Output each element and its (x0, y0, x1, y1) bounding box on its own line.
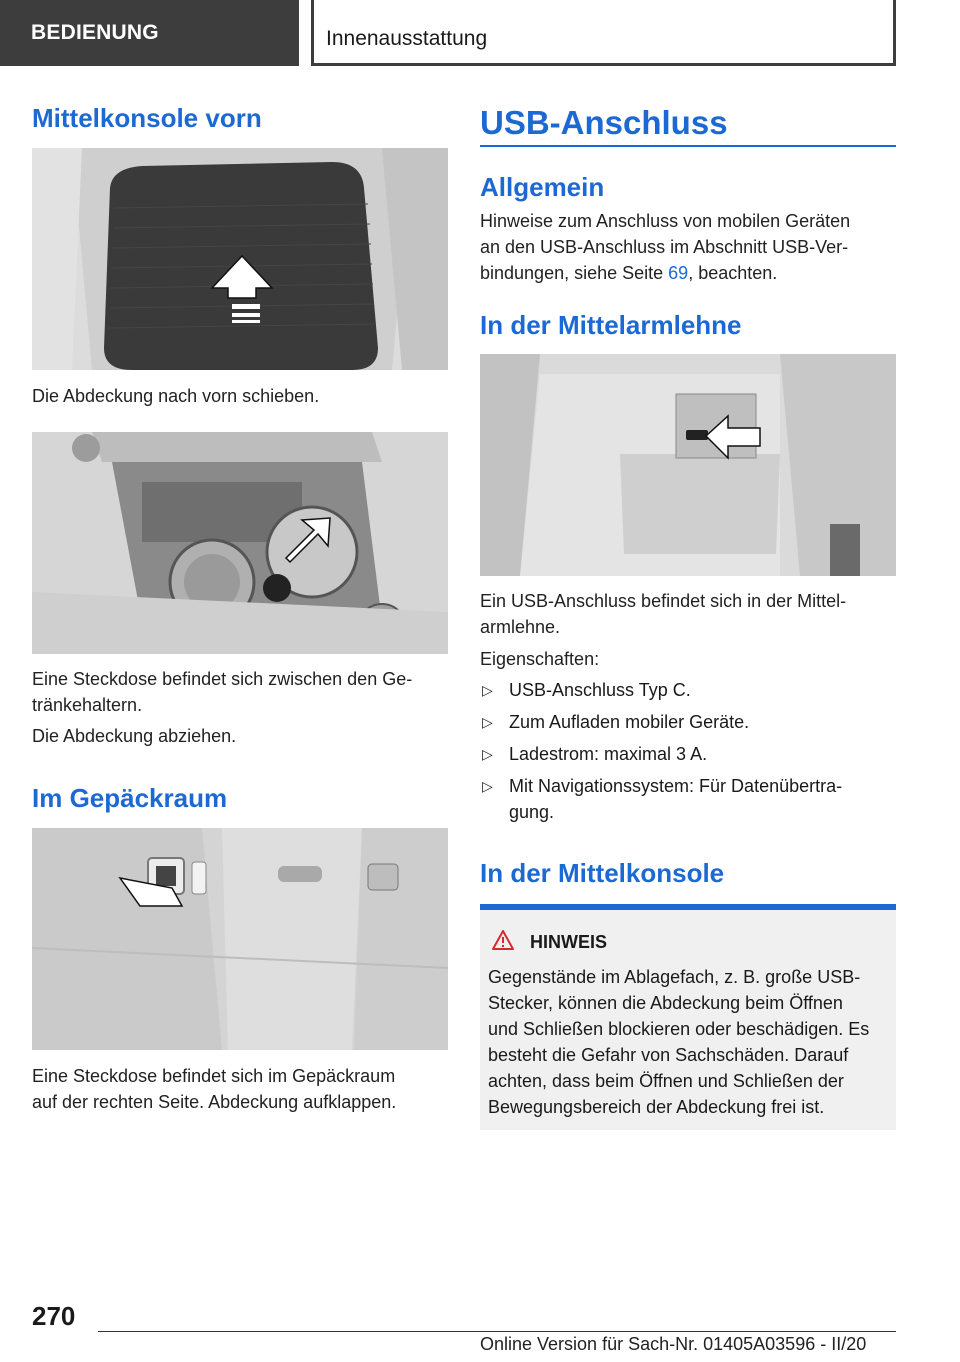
header-chapter (311, 0, 896, 66)
note-header (488, 930, 607, 955)
bullet-text-line-1: Mit Navigationssystem: Für Datenübertra- (509, 776, 843, 796)
photo-socket-cupholders (32, 432, 448, 654)
page-number: 270 (32, 1301, 76, 1331)
caption-socket-line-2: tränkehaltern. (32, 695, 143, 715)
armrest-usb-illustration (480, 354, 896, 576)
caption-trunk-line-1: Eine Steckdose befindet sich im Gepäckraum (32, 1066, 396, 1086)
caption-socket-between-cupholders (32, 666, 448, 718)
heading-in-der-mittelarmlehne: In der Mittelarmlehne (480, 310, 742, 340)
cupholder-socket-illustration (32, 432, 448, 654)
heading-in-der-mittelkonsole: In der Mittelkonsole (480, 858, 725, 888)
armrest-line-1: Ein USB-Anschluss befindet sich in der Mittel- (480, 591, 847, 611)
photo-trunk-socket (32, 828, 448, 1050)
header-section-label: BEDIENUNG (31, 21, 159, 44)
note-line-6: Bewegungsbereich der Abdeckung frei ist. (488, 1097, 825, 1117)
footer-online-version: Online Version für Sach-Nr. 01405A03596 - II/20 (480, 1334, 867, 1354)
warning-triangle-icon (492, 930, 514, 955)
trunk-socket-illustration (32, 828, 448, 1050)
caption-socket-line-1: Eine Steckdose befindet sich zwischen den Ge- (32, 669, 413, 689)
triangle-bullet-icon: ▷ (482, 682, 493, 698)
caption-pull-off-cover: Die Abdeckung abziehen. (32, 726, 237, 746)
bullet-text-line-2: gung. (509, 802, 555, 822)
armrest-paragraph (480, 588, 896, 640)
list-item (480, 741, 896, 767)
header-chapter-label: Innenausstattung (326, 27, 488, 50)
heading-allgemein: Allgemein (480, 172, 605, 202)
properties-list (480, 677, 896, 831)
general-paragraph (480, 208, 896, 286)
header-section (0, 0, 299, 66)
console-cover-illustration (32, 148, 448, 370)
note-line-4: besteht die Gefahr von Sachschäden. Darauf (488, 1045, 849, 1065)
title-usb-anschluss: USB-Anschluss (480, 104, 728, 141)
page-link-69[interactable]: 69 (668, 263, 689, 283)
caption-trunk-line-2: auf der rechten Seite. Abdeckung aufklappen. (32, 1092, 397, 1112)
general-line-1: Hinweise zum Anschluss von mobilen Geräten (480, 211, 851, 231)
note-text (488, 964, 890, 1120)
note-line-2: Stecker, können die Abdeckung beim Öffnen (488, 993, 843, 1013)
general-line-3-post: , beachten. (688, 263, 778, 283)
list-item (480, 773, 896, 825)
footer-rule (98, 1331, 896, 1332)
triangle-bullet-icon: ▷ (482, 714, 493, 730)
note-line-5: achten, dass beim Öffnen und Schließen der (488, 1071, 844, 1091)
list-item (480, 677, 896, 703)
properties-label: Eigenschaften: (480, 649, 600, 669)
caption-trunk-socket (32, 1063, 448, 1115)
heading-im-gepaeckraum: Im Gepäckraum (32, 783, 228, 813)
note-box (480, 904, 896, 1130)
bullet-text: Zum Aufladen mobiler Geräte. (509, 712, 750, 732)
triangle-bullet-icon: ▷ (482, 778, 493, 794)
note-title: HINWEIS (530, 932, 608, 952)
general-line-3-pre: bindungen, siehe Seite (480, 263, 669, 283)
bullet-text: USB-Anschluss Typ C. (509, 680, 691, 700)
general-line-2: an den USB-Anschluss im Abschnitt USB-Ver- (480, 237, 849, 257)
caption-push-cover: Die Abdeckung nach vorn schieben. (32, 386, 320, 406)
list-item (480, 709, 896, 735)
note-line-3: und Schließen blockieren oder beschädigen. Es (488, 1019, 870, 1039)
photo-center-console-cover (32, 148, 448, 370)
triangle-bullet-icon: ▷ (482, 746, 493, 762)
title-rule (480, 145, 896, 147)
photo-armrest-usb (480, 354, 896, 576)
heading-mittelkonsole-vorn: Mittelkonsole vorn (32, 103, 262, 133)
note-line-1: Gegenstände im Ablagefach, z. B. große USB- (488, 967, 861, 987)
bullet-text: Ladestrom: maximal 3 A. (509, 744, 708, 764)
armrest-line-2: armlehne. (480, 617, 561, 637)
